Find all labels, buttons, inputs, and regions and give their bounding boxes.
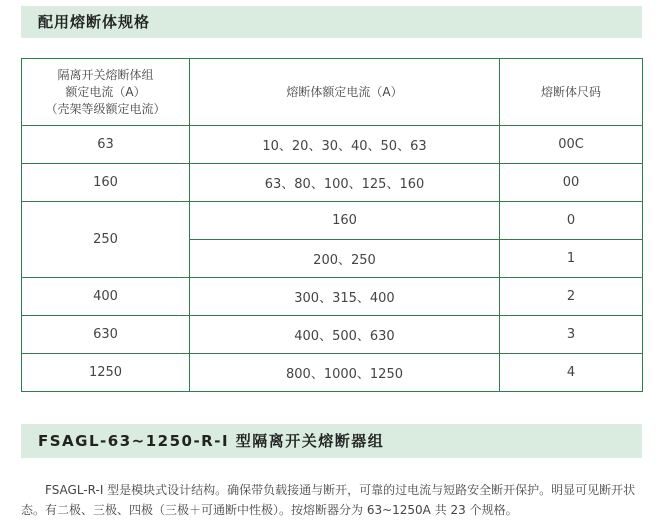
cell-currents: 400、500、630	[190, 316, 500, 354]
cell-frame: 1250	[22, 354, 190, 392]
cell-currents: 200、250	[190, 240, 500, 278]
fuse-spec-table	[21, 58, 643, 392]
cell-frame: 400	[22, 278, 190, 316]
cell-size: 00	[500, 164, 643, 202]
table-row	[22, 126, 643, 164]
cell-frame: 63	[22, 126, 190, 164]
table-row	[22, 316, 643, 354]
cell-frame: 160	[22, 164, 190, 202]
cell-size: 1	[500, 240, 643, 278]
table-row	[22, 164, 643, 202]
cell-size: 4	[500, 354, 643, 392]
cell-currents: 10、20、30、40、50、63	[190, 126, 500, 164]
product-description: FSAGL-R-I 型是模块式设计结构。确保带负载接通与断开，可靠的过电流与短路安全断开保护。明显可见断开状态。有二极、三极、四极（三极＋可通断中性极）。按熔断器分为 63~1250A 共 23 个规格。	[21, 483, 636, 517]
cell-size: 2	[500, 278, 643, 316]
cell-size: 00C	[500, 126, 643, 164]
cell-currents: 63、80、100、125、160	[190, 164, 500, 202]
header-frame-current: 隔离开关熔断体组 额定电流（A） （壳架等级额定电流）	[22, 59, 190, 126]
table-row	[22, 202, 643, 240]
section-header-product	[21, 424, 642, 458]
section-title: 配用熔断体规格	[38, 13, 151, 31]
table-header-row	[22, 59, 643, 126]
cell-currents: 800、1000、1250	[190, 354, 500, 392]
cell-currents: 300、315、400	[190, 278, 500, 316]
section-header-fuse-specs	[21, 6, 642, 38]
header-fuse-current: 熔断体额定电流（A）	[190, 59, 500, 126]
cell-currents: 160	[190, 202, 500, 240]
section-title: FSAGL-63~1250-R-I 型隔离开关熔断器组	[38, 432, 385, 450]
cell-size: 3	[500, 316, 643, 354]
table-row	[22, 278, 643, 316]
cell-size: 0	[500, 202, 643, 240]
cell-frame: 630	[22, 316, 190, 354]
header-fuse-size: 熔断体尺码	[500, 59, 643, 126]
cell-frame: 250	[22, 202, 190, 278]
table-row	[22, 354, 643, 392]
